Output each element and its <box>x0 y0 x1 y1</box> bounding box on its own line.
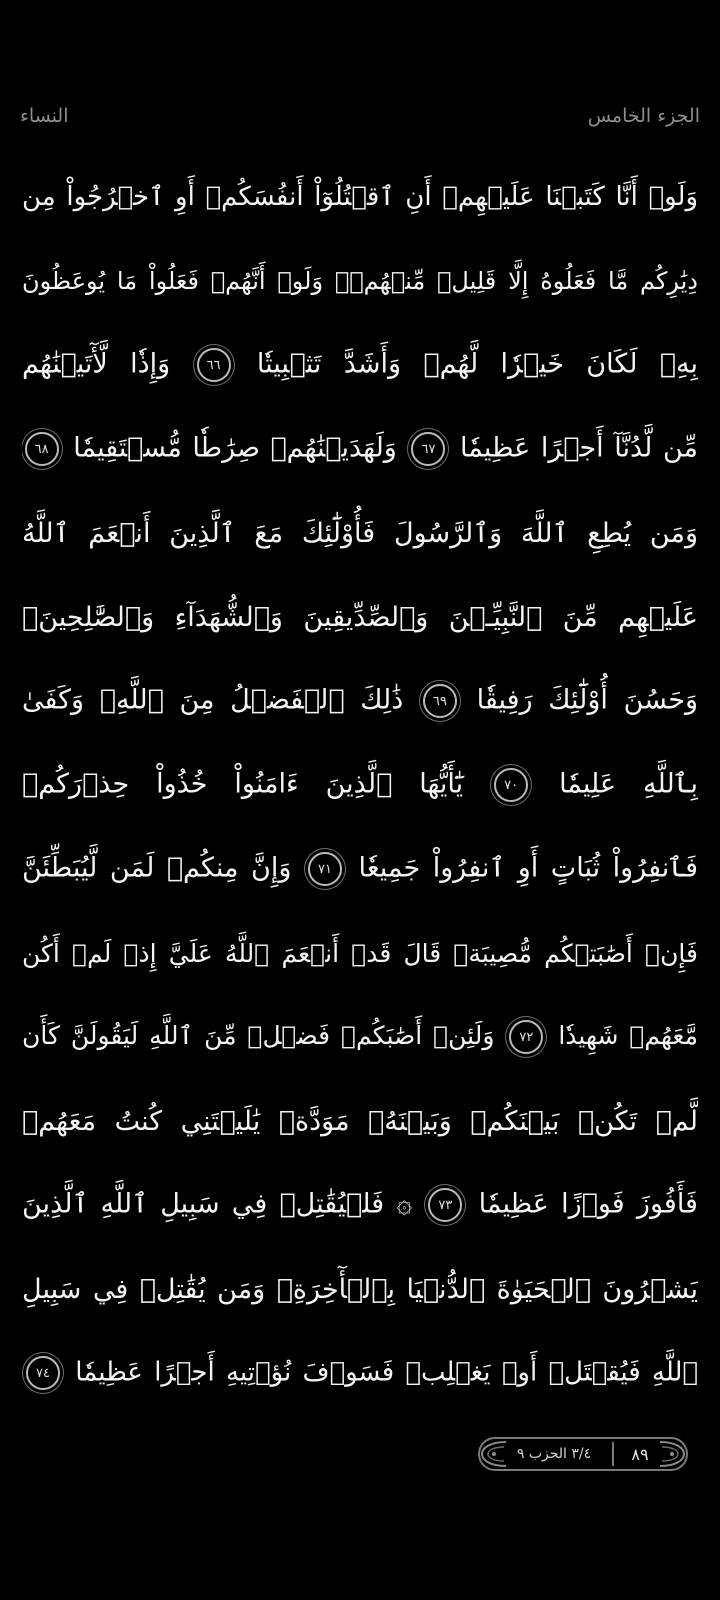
verse-line[interactable] <box>22 827 698 911</box>
verse-line[interactable] <box>22 1163 698 1247</box>
ayah-number-marker[interactable]: ٧٣ <box>428 1188 462 1222</box>
verse-text: وَلَهَدَيۡنَٰهُمۡ صِرَٰطٗا مُّسۡتَقِيمٗا <box>73 432 397 464</box>
verse-text: وَإِذٗا لَّأٓتَيۡنَٰهُم <box>22 348 171 380</box>
ayah-number-marker[interactable]: ٧٠ <box>494 768 528 802</box>
verse-text: وَلَوۡ أَنَّا كَتَبۡنَا عَلَيۡهِمۡ أَنِ ٱقۡتُلُوٓاْ أَنفُسَكُمۡ أَوِ ٱخۡرُجُواْ مِن <box>22 182 698 212</box>
page-number[interactable]: ٨٩ <box>631 1444 649 1464</box>
verse-text: وَإِنَّ مِنكُمۡ لَمَن لَّيُبَطِّئَنَّ <box>22 852 292 884</box>
ayah-number-marker[interactable]: ٧٢ <box>509 1020 543 1054</box>
verse-line[interactable] <box>22 659 698 743</box>
verse-line[interactable] <box>22 575 698 659</box>
hizb-indicator[interactable]: ٣/٤ الحزب ٩ <box>516 1446 592 1462</box>
ayah-number-marker[interactable]: ٦٧ <box>411 432 445 466</box>
ayah-number-marker[interactable]: ٦٦ <box>197 348 231 382</box>
verse-line[interactable] <box>22 911 698 995</box>
verse-line[interactable] <box>22 995 698 1079</box>
ayah-number-marker[interactable]: ٧٤ <box>26 1356 60 1390</box>
verse-line[interactable] <box>22 1079 698 1163</box>
verse-text: وَلَئِنۡ أَصَٰبَكُمۡ فَضۡلٞ مِّنَ ٱللَّهِ لَيَقُولَنَّ كَأَن <box>22 1021 495 1050</box>
verses-block[interactable] <box>22 155 698 1415</box>
ayah-number-marker[interactable]: ٧١ <box>308 852 342 886</box>
verse-text: فَأَفُوزَ فَوۡزًا عَظِيمٗا <box>478 1188 698 1220</box>
juz-name: الجزء الخامس <box>587 105 700 127</box>
verse-line[interactable] <box>22 743 698 827</box>
verse-text: ۞ فَلۡيُقَٰتِلۡ فِي سَبِيلِ ٱللَّهِ ٱلَّذِينَ <box>22 1188 413 1220</box>
surah-name: النساء <box>20 105 69 127</box>
verse-line[interactable] <box>22 155 698 239</box>
verse-text: وَحَسُنَ أُوْلَٰٓئِكَ رَفِيقٗا <box>476 684 698 716</box>
verse-text: ٱللَّهِ فَيُقۡتَلۡ أَوۡ يَغۡلِبۡ فَسَوۡفَ نُؤۡتِيهِ أَجۡرًا عَظِيمٗا <box>75 1357 698 1388</box>
verse-line[interactable] <box>22 1247 698 1331</box>
verse-text: لَّمۡ تَكُنۢ بَيۡنَكُمۡ وَبَيۡنَهُۥ مَوَدَّةٞ يَٰلَيۡتَنِي كُنتُ مَعَهُمۡ <box>22 1105 698 1137</box>
verse-text: يَٰٓأَيُّهَا ٱلَّذِينَ ءَامَنُواْ خُذُواْ حِذۡرَكُمۡ <box>22 768 464 800</box>
verse-text: ذَٰلِكَ ٱلۡفَضۡلُ مِنَ ٱللَّهِۚ وَكَفَىٰ <box>22 684 404 716</box>
verse-text: مِّن لَّدُنَّآ أَجۡرًا عَظِيمٗا <box>460 432 698 464</box>
verse-text: مَّعَهُمۡ شَهِيدٗا <box>558 1021 698 1050</box>
verse-text: فَإِنۡ أَصَٰبَتۡكُم مُّصِيبَةٞ قَالَ قَدۡ أَنۡعَمَ ٱللَّهُ عَلَيَّ إِذۡ لَمۡ أَكُن <box>22 938 698 968</box>
ayah-number-marker[interactable]: ٦٩ <box>423 684 457 718</box>
verse-line[interactable] <box>22 1331 698 1415</box>
verse-text: وَمَن يُطِعِ ٱللَّهَ وَٱلرَّسُولَ فَأُوْلَٰٓئِكَ مَعَ ٱلَّذِينَ أَنۡعَمَ ٱللَّهُ <box>22 517 698 549</box>
verse-line[interactable] <box>22 407 698 491</box>
verse-text: بِٱللَّهِ عَلِيمٗا <box>559 768 698 800</box>
verse-text: دِيَٰرِكُم مَّا فَعَلُوهُ إِلَّا قَلِيلٞ مِّنۡهُمۡۖ وَلَوۡ أَنَّهُمۡ فَعَلُواْ مَا يُوعَظُونَ <box>22 267 698 295</box>
verse-text: فَٱنفِرُواْ ثُبَاتٍ أَوِ ٱنفِرُواْ جَمِيعٗا <box>358 852 698 884</box>
verse-line[interactable] <box>22 491 698 575</box>
verse-line[interactable] <box>22 239 698 323</box>
ayah-number-marker[interactable]: ٦٨ <box>25 432 59 466</box>
page-footer[interactable] <box>478 1437 688 1471</box>
page-header <box>20 96 700 136</box>
verse-text: يَشۡرُونَ ٱلۡحَيَوٰةَ ٱلدُّنۡيَا بِٱلۡأٓخِرَةِۚ وَمَن يُقَٰتِلۡ فِي سَبِيلِ <box>22 1273 698 1305</box>
verse-text: عَلَيۡهِم مِّنَ ٱلنَّبِيِّـۧنَ وَٱلصِّدِّيقِينَ وَٱلشُّهَدَآءِ وَٱلصَّٰلِحِينَۚ <box>22 601 698 633</box>
verse-text: بِهِۦ لَكَانَ خَيۡرٗا لَّهُمۡ وَأَشَدَّ تَثۡبِيتٗا <box>256 348 698 380</box>
verse-line[interactable] <box>22 323 698 407</box>
